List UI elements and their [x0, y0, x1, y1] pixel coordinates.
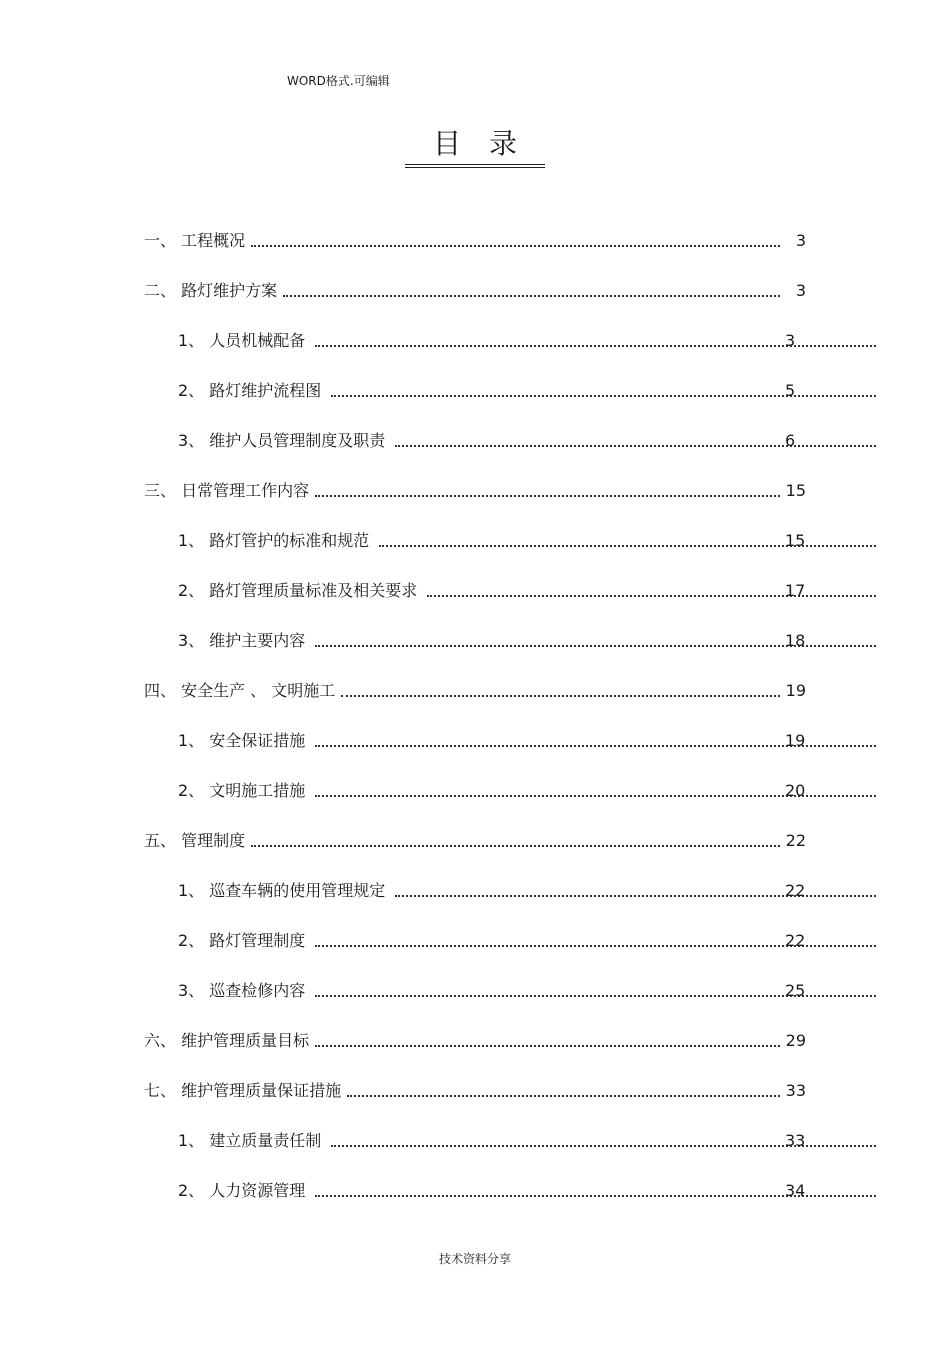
toc-entry-page: 22: [785, 931, 806, 950]
toc-entry-page: 22: [785, 831, 806, 850]
toc-entry[interactable]: [178, 426, 878, 456]
toc-entry-page: 25: [785, 981, 806, 1000]
toc-entry[interactable]: [144, 1026, 810, 1056]
toc-entry-page: 5: [785, 381, 796, 400]
toc-entry[interactable]: [144, 1076, 810, 1106]
toc-entry-label: 1、 安全保证措施: [178, 726, 307, 756]
toc-leader-dots: [283, 295, 780, 297]
toc-entry-page: 19: [785, 731, 806, 750]
toc-entry-page: 6: [785, 431, 796, 450]
toc-entry-label: 二、 路灯维护方案: [144, 276, 279, 306]
toc-entry-label: 1、 路灯管护的标准和规范: [178, 526, 371, 556]
toc-entry[interactable]: [178, 376, 878, 406]
toc-entry-page: 15: [785, 481, 806, 500]
toc-entry-page: 17: [785, 581, 806, 600]
toc-entry[interactable]: [178, 726, 878, 756]
toc-leader-dots: [251, 845, 780, 847]
toc-entry-label: 四、 安全生产 、 文明施工: [144, 676, 337, 706]
toc-entry[interactable]: [178, 326, 878, 356]
toc-entry[interactable]: [178, 1176, 878, 1206]
toc-entry-label: 三、 日常管理工作内容: [144, 476, 311, 506]
toc-entry-page: 22: [785, 881, 806, 900]
toc-entry-label: 1、 人员机械配备: [178, 326, 307, 356]
toc-entry-label: 3、 巡查检修内容: [178, 976, 307, 1006]
toc-entry-page: 34: [785, 1181, 806, 1200]
toc-entry[interactable]: [144, 676, 810, 706]
toc-entry-label: 3、 维护主要内容: [178, 626, 307, 656]
toc-entry-page: 18: [785, 631, 806, 650]
toc-entry-label: 1、 建立质量责任制: [178, 1126, 323, 1156]
title-container: [0, 126, 950, 168]
toc-entry-label: 2、 路灯维护流程图: [178, 376, 323, 406]
toc-entry-page: 15: [785, 531, 806, 550]
toc-entry[interactable]: [178, 976, 878, 1006]
page-header: WORD格式.可编辑: [287, 74, 390, 88]
toc-leader-dots: [427, 595, 876, 597]
toc-entry-page: 33: [785, 1081, 806, 1100]
toc-leader-dots: [315, 495, 780, 497]
toc-entry-label: 3、 维护人员管理制度及职责: [178, 426, 387, 456]
toc-leader-dots: [395, 445, 876, 447]
toc-entry[interactable]: [178, 626, 878, 656]
toc-entry[interactable]: [178, 776, 878, 806]
toc-entry-label: 六、 维护管理质量目标: [144, 1026, 311, 1056]
toc-entry-page: 3: [795, 231, 806, 250]
toc-entry-page: 20: [785, 781, 806, 800]
toc-entry-label: 2、 人力资源管理: [178, 1176, 307, 1206]
toc-entry[interactable]: [178, 1126, 878, 1156]
page-footer: 技术资料分享: [438, 1252, 511, 1266]
toc-entry-label: 五、 管理制度: [144, 826, 247, 856]
toc-title: 目录: [405, 126, 545, 168]
toc-entry-page: 3: [795, 281, 806, 300]
toc-leader-dots: [347, 1095, 780, 1097]
toc-entry-page: 33: [785, 1131, 806, 1150]
toc-entry-label: 2、 路灯管理制度: [178, 926, 307, 956]
toc-entry-label: 2、 文明施工措施: [178, 776, 307, 806]
toc-entry[interactable]: [144, 826, 810, 856]
toc-entry[interactable]: [178, 576, 878, 606]
toc-entry-label: 七、 维护管理质量保证措施: [144, 1076, 343, 1106]
toc-entry-label: 1、 巡查车辆的使用管理规定: [178, 876, 387, 906]
toc-entry-page: 29: [785, 1031, 806, 1050]
toc-entry[interactable]: [178, 926, 878, 956]
toc-leader-dots: [315, 1045, 780, 1047]
toc-entry[interactable]: [144, 276, 810, 306]
toc-entry-page: 3: [785, 331, 796, 350]
toc-entry-page: 19: [785, 681, 806, 700]
toc-entry[interactable]: [178, 876, 878, 906]
toc-leader-dots: [251, 245, 780, 247]
toc-leader-dots: [341, 695, 780, 697]
toc-entry[interactable]: [144, 226, 810, 256]
toc-entry-label: 一、 工程概况: [144, 226, 247, 256]
toc-entry[interactable]: [178, 526, 878, 556]
toc-entry-label: 2、 路灯管理质量标准及相关要求: [178, 576, 419, 606]
toc-entry[interactable]: [144, 476, 810, 506]
